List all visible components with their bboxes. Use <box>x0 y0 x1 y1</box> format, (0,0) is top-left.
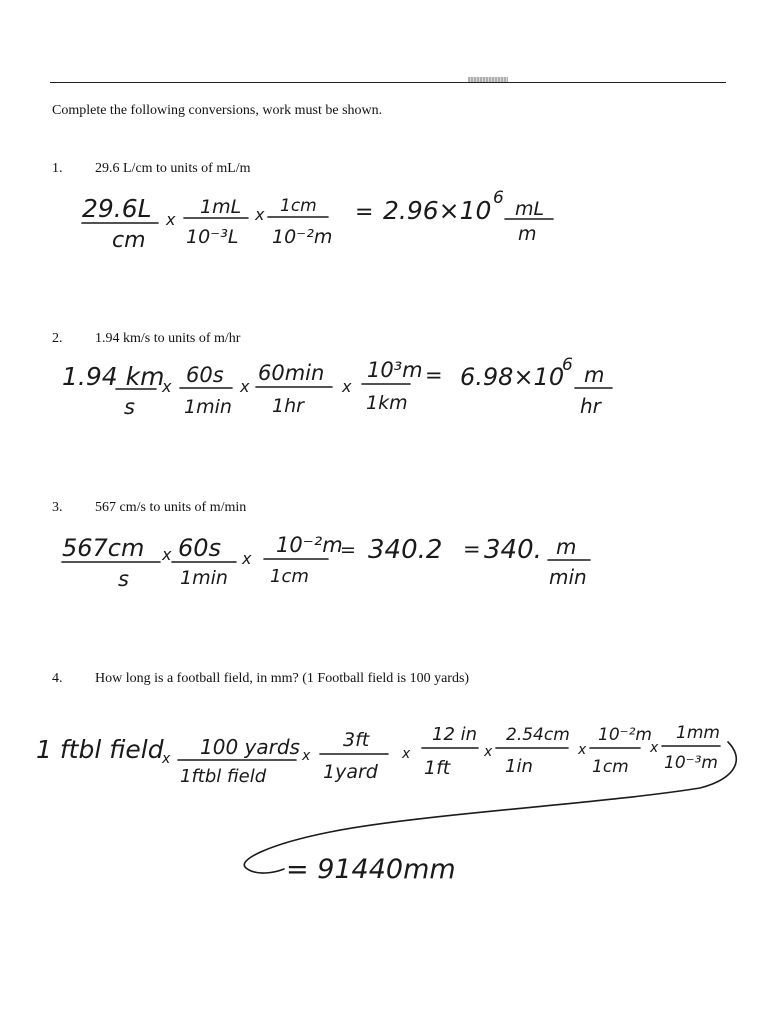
p2-f3-numerator: 60min <box>258 361 325 385</box>
p2-result-unit-denominator: hr <box>580 394 601 418</box>
problem-2-number: 2. <box>52 331 63 346</box>
p1-f1-numerator: 29.6L <box>82 194 152 223</box>
p2-f3-denominator: 1hr <box>272 395 304 417</box>
p4-f3-denominator: 1ft <box>424 757 451 779</box>
p3-times-1: x <box>162 545 172 564</box>
p3-intermediate: 340.2 <box>368 535 443 565</box>
p4-times-2: x <box>302 748 311 764</box>
p1-result-unit-denominator: m <box>518 223 537 245</box>
p4-f6-denominator: 10⁻³m <box>664 753 718 773</box>
p2-times-2: x <box>240 377 250 396</box>
p1-f3-denominator: 10⁻²m <box>272 226 333 248</box>
p1-f2-numerator: 1mL <box>200 196 242 218</box>
p4-f6-numerator: 1mm <box>676 723 720 743</box>
p4-f1-denominator: 1ftbl field <box>180 766 267 787</box>
p4-times-1: x <box>162 751 171 767</box>
p4-f4-numerator: 2.54cm <box>506 725 570 745</box>
p4-f5-numerator: 10⁻²m <box>598 725 652 745</box>
header-rule <box>50 82 726 83</box>
p3-f1-numerator: 567cm <box>62 534 145 562</box>
p4-times-5: x <box>578 742 587 758</box>
p2-result-exponent: 6 <box>562 355 573 375</box>
p4-start: 1 ftbl field <box>36 735 164 764</box>
p4-f5-denominator: 1cm <box>592 757 629 777</box>
problem-1-question: 29.6 L/cm to units of mL/m <box>95 161 251 176</box>
p2-times-3: x <box>342 377 352 396</box>
problem-4-question: How long is a football field, in mm? (1 Football field is 100 yards) <box>95 671 470 686</box>
p3-times-2: x <box>242 549 252 568</box>
p3-equals-2: = <box>463 537 481 561</box>
problem-2-work <box>0 352 768 422</box>
p1-f2-denominator: 10⁻³L <box>186 226 239 248</box>
p2-result: 6.98×10 <box>460 363 565 391</box>
p4-f2-denominator: 1yard <box>323 761 378 783</box>
p2-f2-numerator: 60s <box>186 363 224 387</box>
p3-result-unit-numerator: m <box>556 535 577 559</box>
p3-f2-numerator: 60s <box>178 534 222 562</box>
p4-f2-numerator: 3ft <box>343 729 370 751</box>
problem-4-work <box>0 718 768 898</box>
p3-equals-1: = <box>340 539 356 561</box>
instructions: Complete the following conversions, work must be shown. <box>52 103 383 118</box>
p1-equals: = <box>355 200 374 225</box>
p2-f1-denominator: s <box>124 395 135 419</box>
p4-f3-numerator: 12 in <box>432 724 478 745</box>
p2-times-1: x <box>162 377 172 396</box>
p1-times-1: x <box>166 210 176 229</box>
p1-f1-denominator: cm <box>112 228 146 253</box>
p1-result-unit-numerator: mL <box>515 198 545 220</box>
p2-f1-numerator: 1.94 km <box>62 362 165 391</box>
p4-f4-denominator: 1in <box>505 756 533 777</box>
p2-equals: = <box>425 363 443 387</box>
p4-f1-numerator: 100 yards <box>200 735 300 759</box>
problem-3-question: 567 cm/s to units of m/min <box>95 500 247 515</box>
p2-f4-denominator: 1km <box>366 392 408 414</box>
problem-1-work <box>0 185 768 255</box>
p4-times-4: x <box>484 744 493 760</box>
problem-3-number: 3. <box>52 500 63 515</box>
p4-answer: = 91440mm <box>286 854 456 885</box>
p2-f2-denominator: 1min <box>184 396 232 418</box>
problem-4-number: 4. <box>52 671 63 686</box>
p1-result-exponent: 6 <box>493 188 504 208</box>
p4-times-6: x <box>650 740 659 756</box>
p1-times-2: x <box>255 205 265 224</box>
p3-result-unit-denominator: min <box>549 565 587 589</box>
p1-f3-numerator: 1cm <box>280 196 317 216</box>
p3-f3-denominator: 1cm <box>270 566 309 587</box>
problem-1-number: 1. <box>52 161 63 176</box>
p3-f2-denominator: 1min <box>180 567 228 589</box>
problem-3-work <box>0 524 768 594</box>
p1-result: 2.96×10 <box>383 196 492 225</box>
p3-f1-denominator: s <box>118 567 129 591</box>
p2-result-unit-numerator: m <box>584 363 605 387</box>
p3-result: 340. <box>484 535 542 565</box>
p4-times-3: x <box>402 746 411 762</box>
problem-2-question: 1.94 km/s to units of m/hr <box>95 331 241 346</box>
p2-f4-numerator: 10³m <box>367 358 423 382</box>
p3-f3-numerator: 10⁻²m <box>276 533 343 557</box>
